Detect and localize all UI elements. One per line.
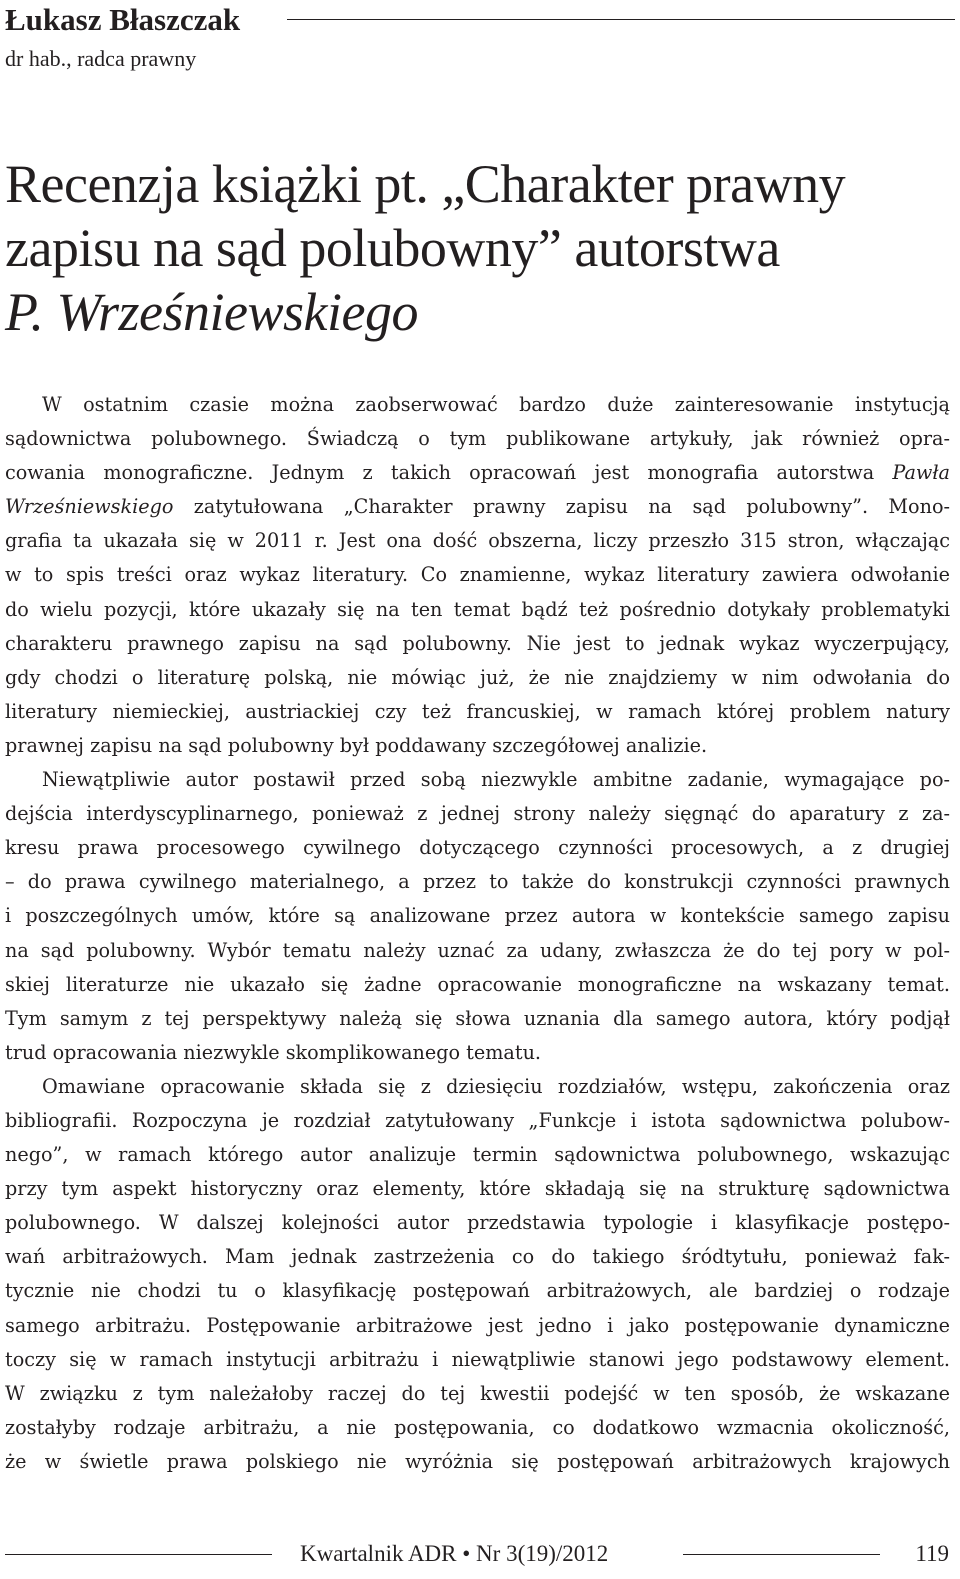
body-line: w to spis treści oraz wykaz literatury. Co znamienne, wykaz literatury zawiera odwołanie — [5, 563, 950, 587]
author-header — [5, 0, 955, 40]
body-line: i poszczególnych umów, które są analizowane przez autora w kontekście samego zapisu — [5, 904, 950, 928]
body-line: toczy się w ramach instytucji arbitrażu i niewątpliwie stanowi jego podstawowy element. — [5, 1347, 950, 1371]
article-title-line-3: P. Wrześniewskiego — [5, 282, 418, 342]
italic-author-name: Pawła — [892, 461, 950, 485]
page-footer — [0, 1538, 960, 1570]
article-title-line-2: zapisu na sąd polubowny” autorstwa — [5, 218, 780, 278]
body-line: że w świetle prawa polskiego nie wyróżnia się postępowań arbitrażowych krajowych — [5, 1449, 950, 1473]
body-line: charakteru prawnego zapisu na sąd polubowny. Nie jest to jednak wykaz wyczerpujący, — [5, 631, 950, 655]
body-line: grafia ta ukazała się w 2011 r. Jest ona dość obszerna, liczy przeszło 315 stron, włączając — [5, 529, 950, 553]
body-line — [5, 490, 950, 524]
body-line: tycznie nie chodzi tu o klasyfikację postępowań arbitrażowych, ale bardziej o rodzaje — [5, 1279, 950, 1303]
body-line: gdy chodzi o literaturę polską, nie mówiąc już, że nie znajdziemy w nim odwołania do — [5, 665, 950, 689]
body-line — [5, 456, 950, 490]
body-line: prawnej zapisu na sąd polubowny był poddawany szczegółowej analizie. — [5, 733, 708, 757]
body-line: Omawiane opracowanie składa się z dziesięciu rozdziałów, wstępu, zakończenia oraz — [42, 1074, 950, 1098]
article-title — [5, 152, 955, 344]
page-number: 119 — [915, 1541, 949, 1566]
body-line: literatury niemieckiej, austriackiej czy też francuskiej, w ramach której problem natury — [5, 699, 950, 723]
italic-author-surname: Wrześniewskiego — [5, 495, 174, 519]
body-line-text: cowania monograficzne. Jednym z takich opracowań jest monografia autorstwa — [5, 461, 893, 485]
article-body — [5, 388, 950, 1479]
body-line: na sąd polubowny. Wybór tematu należy uznać za udany, zwłaszcza że do tej pory w pol- — [5, 938, 950, 962]
body-line: wań arbitrażowych. Mam jednak zastrzeżenia co do takiego śródtytułu, ponieważ fak- — [5, 1245, 950, 1269]
body-line: dejścia interdyscyplinarnego, ponieważ z jednej strony należy sięgnąć do aparatury z za- — [5, 802, 950, 826]
body-line: przy tym aspekt historyczny oraz elementy, które składają się na strukturę sądownictwa — [5, 1177, 950, 1201]
body-line: polubownego. W dalszej kolejności autor przedstawia typologie i klasyfikacje postępo- — [5, 1211, 950, 1235]
body-line: Tym samym z tej perspektywy należą się słowa uznania dla samego autora, który podjął — [5, 1006, 950, 1030]
body-line: – do prawa cywilnego materialnego, a przez to także do konstrukcji czynności prawnych — [5, 870, 950, 894]
article-title-line-1: Recenzja książki pt. „Charakter prawny — [5, 154, 846, 214]
body-line: do wielu pozycji, które ukazały się na ten temat bądź też pośrednio dotykały problematyki — [5, 597, 950, 621]
body-line: skiej literaturze nie ukazało się żadne opracowanie monograficzne na wskazany temat. — [5, 972, 950, 996]
body-line-text: zatytułowana „Charakter prawny zapisu na sąd polubowny”. Mono- — [193, 495, 950, 519]
body-line: W ostatnim czasie można zaobserwować bardzo duże zainteresowanie instytucją — [42, 393, 950, 416]
body-line: trud opracowania niezwykle skomplikowanego tematu. — [5, 1040, 542, 1064]
body-line: samego arbitrażu. Postępowanie arbitrażowe jest jedno i jako postępowanie dynamiczne — [5, 1313, 950, 1337]
footer-rule-left — [5, 1554, 272, 1555]
author-title: dr hab., radca prawny — [5, 46, 197, 71]
body-line: sądownictwa polubownego. Świadczą o tym publikowane artykuły, jak również opra- — [5, 427, 950, 451]
body-line: zostałyby rodzaje arbitrażu, a nie postępowania, co dodatkowo wzmacnia okoliczność, — [5, 1415, 950, 1439]
body-line: nego”, w ramach którego autor analizuje termin sądownictwa polubownego, wskazując — [5, 1143, 950, 1167]
author-name: Łukasz Błaszczak — [5, 2, 241, 37]
body-line: W związku z tym należałoby raczej do tej kwestii podejść w ten sposób, że wskazane — [5, 1381, 950, 1405]
journal-name: Kwartalnik ADR • Nr 3(19)/2012 — [300, 1541, 609, 1566]
body-line: bibliografii. Rozpoczyna je rozdział zatytułowany „Funkcje i istota sądownictwa polubow- — [5, 1108, 950, 1132]
body-line: Niewątpliwie autor postawił przed sobą niezwykle ambitne zadanie, wymagające po- — [42, 768, 950, 792]
header-rule — [287, 19, 955, 20]
body-line: kresu prawa procesowego cywilnego dotyczącego czynności procesowych, a z drugiej — [5, 836, 950, 860]
footer-rule-right — [683, 1554, 880, 1555]
